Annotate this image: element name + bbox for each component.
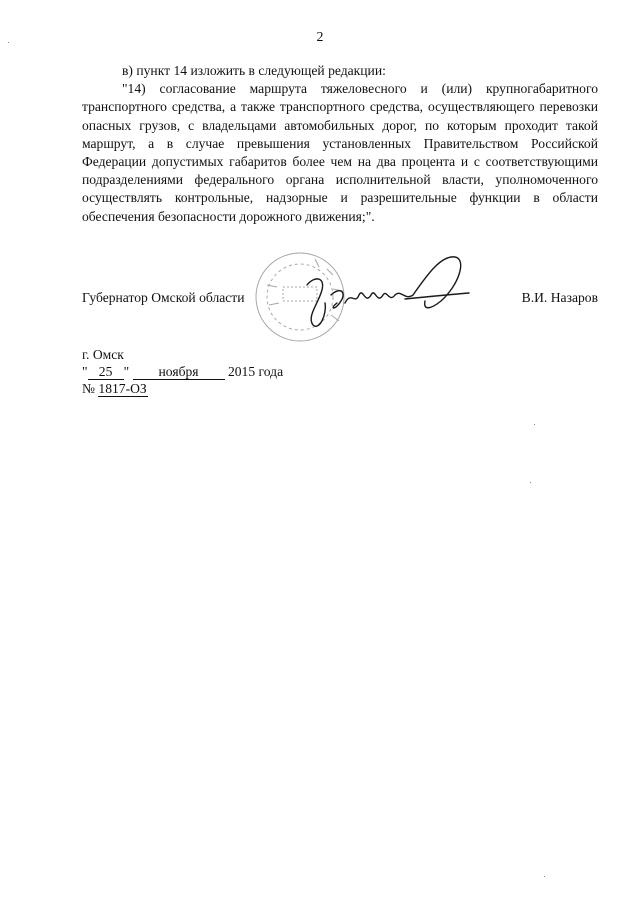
- amendment-body: [82, 62, 598, 226]
- page-number: 2: [316, 30, 324, 45]
- date-line: [82, 363, 283, 380]
- place-date-block: [82, 346, 283, 397]
- quote-close: ": [123, 364, 130, 379]
- law-number-line: [82, 380, 283, 397]
- signature-row: [82, 290, 598, 310]
- amendment-intro: в) пункт 14 изложить в следующей редакции:: [122, 63, 386, 78]
- scan-speck: [8, 42, 9, 43]
- scan-speck: [544, 876, 545, 877]
- scan-speck: [530, 482, 531, 483]
- city: г. Омск: [82, 347, 124, 362]
- quote-open: ": [82, 364, 88, 379]
- date-day: 25: [88, 365, 124, 380]
- date-year: 2015 года: [227, 364, 284, 379]
- signatory-title: Губернатор Омской области: [82, 290, 245, 305]
- law-number: 1817-ОЗ: [98, 381, 147, 396]
- number-sign: №: [82, 381, 95, 396]
- scan-speck: [534, 424, 535, 425]
- amendment-text: "14) согласование маршрута тяжеловесного и (или) крупногабаритного транспортного средства, а также транспортного средства, осуществляющего перевозки опасных грузов, с владельцами автомобильных дорог, по которым проходит такой маршрут, а в случае превышения установленных Правительством Российской Федерации допустимых габаритов более чем на два процента и с соответствующими подразделениями федерального органа исполнительной власти, уполномоченного осуществлять контрольные, надзорные и разрешительные функции в области обеспечения безопасности дорожного движения;".: [82, 81, 598, 224]
- date-month: ноября: [133, 365, 225, 380]
- signatory-name: В.И. Назаров: [521, 290, 598, 305]
